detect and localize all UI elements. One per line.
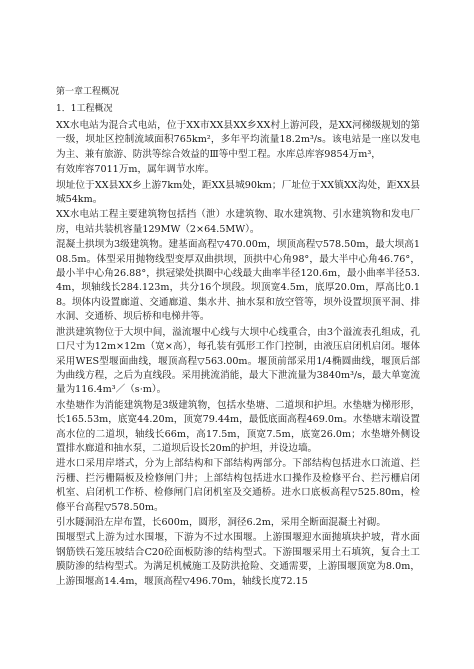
paragraph: XX水电站为混合式电站，位于XX市XX县XX乡XX村上游河段，是XX河梯级规划的第一级，坝址区控制流域面积765km²，多年平均流量18.2m³/s。该电站是一座以发电为主、兼有旅游、防洪等综合效益的Ⅲ等中型工程。水库总库容9854万m³， <box>56 120 420 160</box>
paragraph: 水垫塘作为消能建筑物是3级建筑物，包括水垫塘、二道坝和护坦。水垫塘为梯形形，长165.53m，底宽44.20m，顶宽79.44m，最低底面高程469.0m。水垫塘末端设置高水位的二道坝，轴线长66m，高17.5m，顶宽7.5m，底宽26.0m；水垫塘外侧设置排水廊道和抽水泵，二道坝后设长20m的护坦，并设边墙。 <box>56 399 420 454</box>
paragraph: 坝址位于XX县XX乡上游7km处，距XX县城90km；厂址位于XX镇XX沟处，距XX县城54km。 <box>56 179 420 206</box>
paragraph: XX水电站工程主要建筑物包括挡（泄）水建筑物、取水建筑物、引水建筑物和发电厂房，电站共装机容量129MW（2×64.5MW）。 <box>56 209 420 235</box>
paragraph: 混凝土拱坝为3级建筑物。建基面高程▽470.00m，坝顶高程▽578.50m，最大坝高108.5m。体型采用抛物线型变厚双曲拱坝，顶拱中心角98°，最大半中心角46.76°，最小半中心角26.88°，拱冠梁处拱圈中心线最大曲率半径120.6m，最小曲率半径53.4m，坝轴线长284.123m，共分16个坝段。坝顶宽4.5m，底厚20.0m，厚高比0.18。坝体内设置廊道、交通廊道、集水井、抽水泵和放空管等，坝外设置坝顶平洞、排水洞、交通桥、坝后桥和电梯井等。 <box>56 239 420 323</box>
chapter-title: 第一章工程概况 <box>56 87 120 97</box>
paragraph: 泄洪建筑物位于大坝中间，溢流堰中心线与大坝中心线重合，由3个溢流表孔组成，孔口尺寸为12m×12m（宽×高），每孔装有弧形工作门控制，由液压启闭机启闭。堰体采用WES型堰面曲线，堰顶高程▽563.00m。堰顶前部采用1/4椭圆曲线，堰顶后部为曲线方程，之后为直线段。采用挑流消能，最大下泄流量为3840m³/s，最大单宽流量为116.4m³／（s·m）。 <box>56 326 420 396</box>
section-title: 1．1工程概况 <box>56 104 113 114</box>
paragraph: 进水口采用岸塔式，分为上部结构和下部结构两部分。下部结构包括进水口流道、拦污栅、拦污栅隔板及检修闸门井；上部结构包括进水口操作及检修平台、拦污栅启闭机室、启闭机工作桥、检修闸门启闭机室及交通桥。进水口底板高程▽525.80m，检修平台高程▽578.50m。 <box>56 458 420 513</box>
paragraph: 有效库容7011万m，属年调节水库。 <box>56 164 215 176</box>
document-body <box>56 86 420 590</box>
paragraph: 引水隧洞沿左岸布置，长600m，圆形，洞径6.2m，采用全断面混凝土衬砌。 <box>56 516 386 528</box>
paragraph: 围堰型式上游为过水围堰，下游为不过水围堰。上游围堰迎水面抛填块护坡，背水面钢筋铁石笼压坡结合C20砼面板防渗的结构型式。下游围堰采用土石填筑，复合土工膜防渗的结构型式。为满足机械施工及防洪抢险、交通需要，上游围堰顶宽为8.0m，上游围堰高14.4m，堰顶高程▽496.70m，轴线长度72.15 <box>56 532 420 587</box>
